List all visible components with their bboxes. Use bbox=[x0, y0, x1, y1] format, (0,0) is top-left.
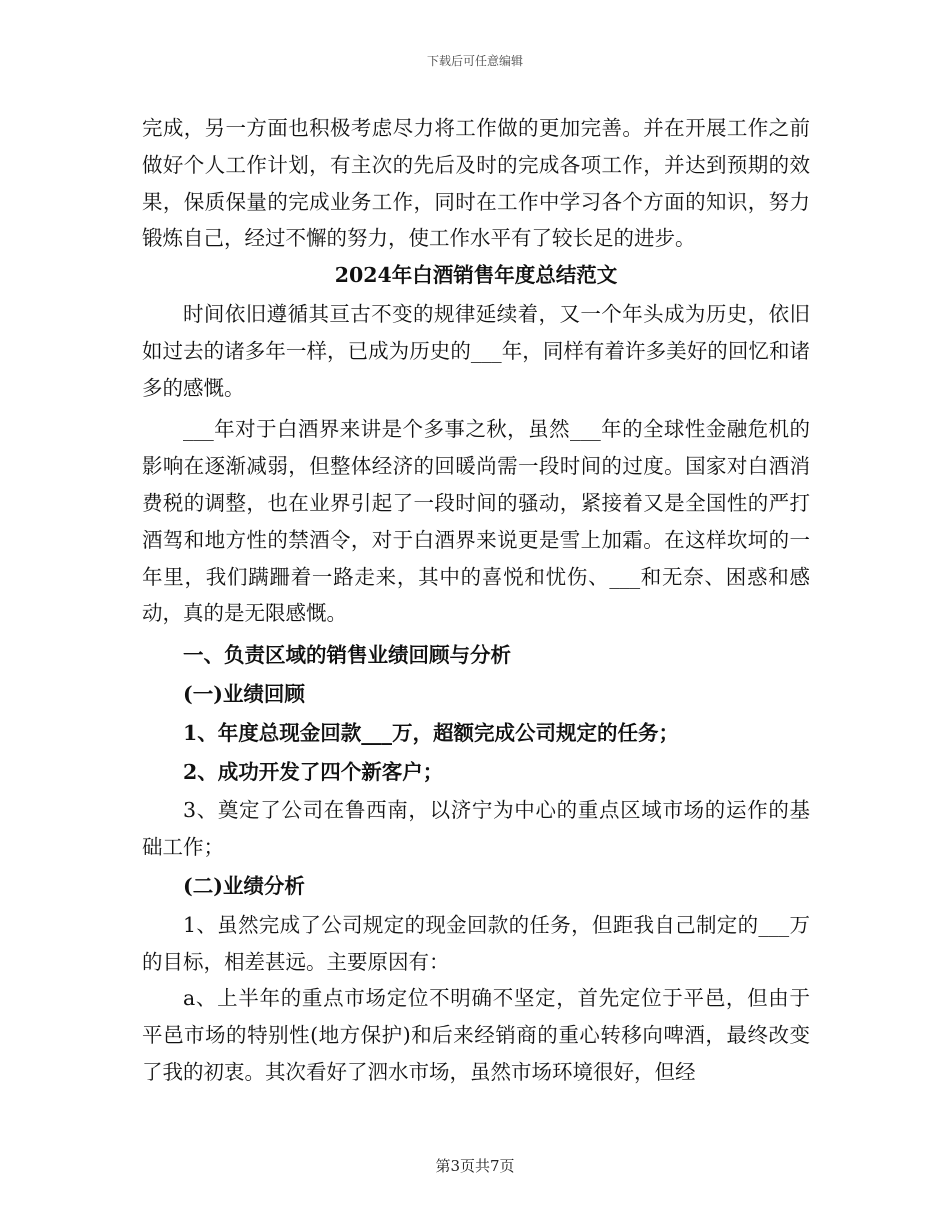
subsection-heading-analysis: (二)业绩分析 bbox=[183, 873, 305, 898]
page-footer: 第3页共7页 bbox=[435, 1157, 515, 1175]
list-item-1: 1、年度总现金回款___万，超额完成公司规定的任务； bbox=[183, 720, 680, 745]
document-body bbox=[142, 110, 810, 1091]
paragraph-continuation: 完成，另一方面也积极考虑尽力将工作做的更加完善。并在开展工作之前做好个人工作计划，有主次的先后及时的完成各项工作，并达到预期的效果，保质保量的完成业务工作，同时在工作中学习各个方面的知识，努力锻炼自己，经过不懈的努力，使工作水平有了较长足的进步。 bbox=[142, 116, 810, 251]
list-item-2: 2、成功开发了四个新客户； bbox=[183, 759, 444, 784]
list-item-3: 3、奠定了公司在鲁西南，以济宁为中心的重点区域市场的运作的基础工作； bbox=[142, 798, 810, 860]
paragraph-analysis-1: 1、虽然完成了公司规定的现金回款的任务，但距我自己制定的___万的目标，相差甚远。主要原因有： bbox=[142, 912, 810, 974]
section-heading-1: 一、负责区域的销售业绩回顾与分析 bbox=[183, 643, 511, 668]
page-header: 下载后可任意编辑 bbox=[426, 54, 523, 68]
paragraph-intro: 时间依旧遵循其亘古不变的规律延续着，又一个年头成为历史，依旧如过去的诸多年一样，已成为历史的___年，同样有着许多美好的回忆和诸多的感慨。 bbox=[142, 301, 810, 400]
subsection-heading-review: (一)业绩回顾 bbox=[183, 681, 305, 706]
paragraph-background: ___年对于白酒界来讲是个多事之秋，虽然___年的全球性金融危机的影响在逐渐减弱，但整体经济的回暖尚需一段时间的过度。国家对白酒消费税的调整，也在业界引起了一段时间的骚动，紧接着又是全国性的严打酒驾和地方性的禁酒令，对于白酒界来说更是雪上加霜。在这样坎坷的一年里，我们蹒跚着一路走来，其中的喜悦和忧伤、___和无奈、困惑和感动，真的是无限感慨。 bbox=[142, 417, 810, 626]
document-title: 2024年白酒销售年度总结范文 bbox=[334, 263, 618, 288]
paragraph-analysis-a: a、上半年的重点市场定位不明确不坚定，首先定位于平邑，但由于平邑市场的特别性(地方保护)和后来经销商的重心转移向啤酒，最终改变了我的初衷。其次看好了泗水市场，虽然市场环境很好，但经 bbox=[142, 986, 810, 1084]
